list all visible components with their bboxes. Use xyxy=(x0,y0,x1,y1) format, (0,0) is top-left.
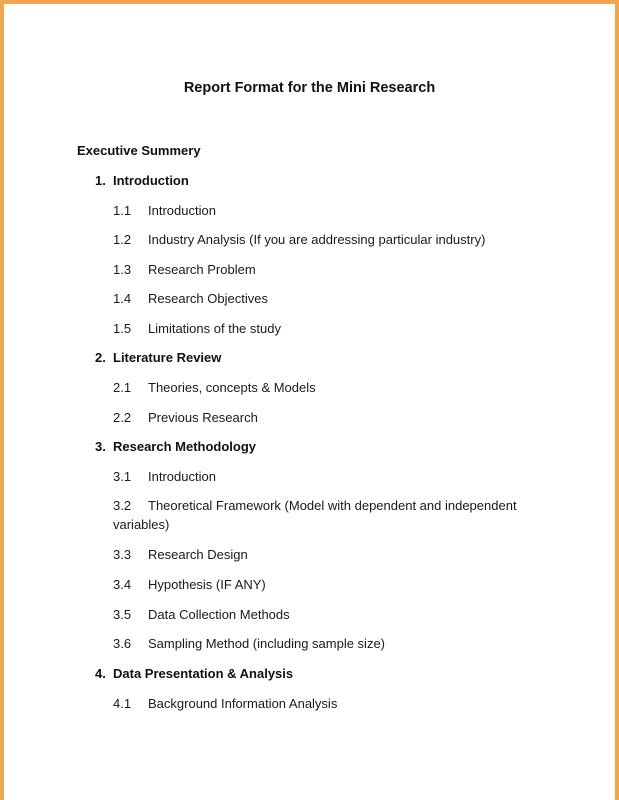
item-label: Theoretical Framework (Model with dependent and independent variables) xyxy=(113,498,517,532)
item-label: Background Information Analysis xyxy=(148,696,338,711)
section-number: 4. xyxy=(95,666,106,681)
list-item xyxy=(113,319,281,338)
section-heading-literature-review xyxy=(95,348,221,367)
list-item xyxy=(113,575,266,594)
item-label: Introduction xyxy=(148,203,216,218)
section-number: 3. xyxy=(95,439,106,454)
list-item xyxy=(113,634,385,653)
section-heading-introduction xyxy=(95,171,189,190)
item-label: Previous Research xyxy=(148,410,258,425)
item-label: Research Objectives xyxy=(148,291,268,306)
item-number: 1.5 xyxy=(113,321,132,336)
section-label: Literature Review xyxy=(113,350,222,365)
list-item xyxy=(113,201,216,220)
executive-summary-heading: Executive Summery xyxy=(77,143,201,158)
item-number: 3.2 xyxy=(113,498,132,513)
list-item xyxy=(113,467,216,486)
list-item xyxy=(113,408,258,427)
section-label: Data Presentation & Analysis xyxy=(113,666,294,681)
list-item xyxy=(113,289,268,308)
section-heading-research-methodology xyxy=(95,437,256,456)
item-label: Hypothesis (IF ANY) xyxy=(148,577,266,592)
item-number: 2.2 xyxy=(113,410,132,425)
list-item xyxy=(113,260,256,279)
list-item xyxy=(113,605,290,624)
item-number: 3.1 xyxy=(113,469,132,484)
item-label: Introduction xyxy=(148,469,216,484)
item-label: Sampling Method (including sample size) xyxy=(148,636,386,651)
item-number: 2.1 xyxy=(113,380,132,395)
item-number: 3.6 xyxy=(113,636,132,651)
list-item xyxy=(113,496,543,534)
section-number: 1. xyxy=(95,173,106,188)
section-heading-data-presentation xyxy=(95,664,293,683)
document-title: Report Format for the Mini Research xyxy=(183,80,436,96)
section-number: 2. xyxy=(95,350,106,365)
item-label: Limitations of the study xyxy=(148,321,281,336)
item-label: Theories, concepts & Models xyxy=(148,380,316,395)
item-number: 3.5 xyxy=(113,607,132,622)
item-number: 1.3 xyxy=(113,262,132,277)
item-number: 4.1 xyxy=(113,696,132,711)
item-label: Data Collection Methods xyxy=(148,607,290,622)
list-item xyxy=(113,230,485,249)
item-number: 1.1 xyxy=(113,203,132,218)
item-label: Research Design xyxy=(148,547,248,562)
item-number: 3.3 xyxy=(113,547,132,562)
item-label: Research Problem xyxy=(148,262,256,277)
list-item xyxy=(113,545,248,564)
item-number: 1.2 xyxy=(113,232,132,247)
item-number: 3.4 xyxy=(113,577,132,592)
item-number: 1.4 xyxy=(113,291,132,306)
section-label: Introduction xyxy=(113,173,189,188)
list-item xyxy=(113,694,337,713)
item-label: Industry Analysis (If you are addressing particular industry) xyxy=(148,232,486,247)
list-item xyxy=(113,378,316,397)
section-label: Research Methodology xyxy=(113,439,257,454)
